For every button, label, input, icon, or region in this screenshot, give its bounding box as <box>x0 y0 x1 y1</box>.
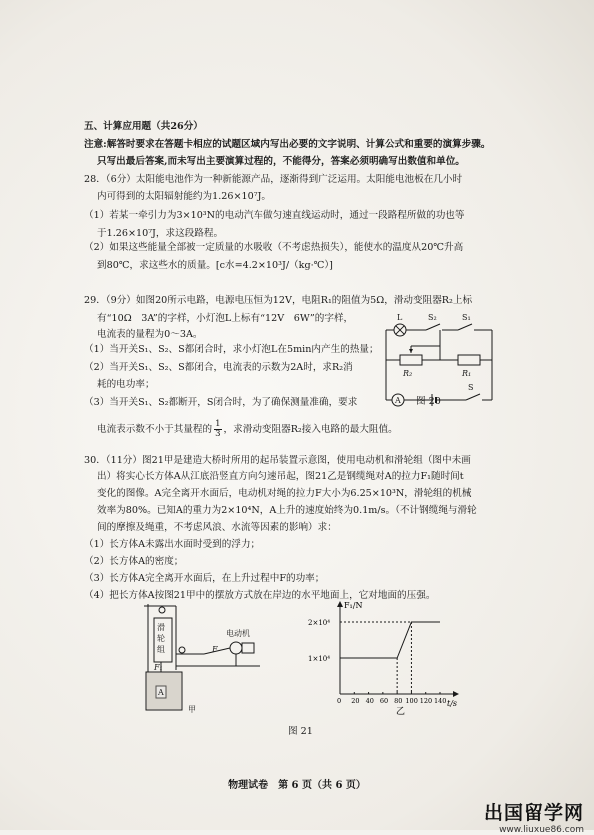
motor <box>230 642 242 654</box>
q29-head: 29．（9分）如图20所示电路，电源电压恒为12V，电阻R₁的阻值为5Ω，滑动变阻器R₂上标 <box>84 295 473 306</box>
label-S2: S₂ <box>428 313 437 322</box>
x-tick-label: 100 <box>405 697 418 705</box>
switch-s <box>466 394 480 400</box>
circuit-diagram-fig20 <box>380 308 500 408</box>
resistor-r1 <box>458 355 480 365</box>
watermark-url: www.liuxue86.com <box>499 825 584 835</box>
q30-line-5: 间的摩擦及绳重，不考虑风浪、水流等因素的影响）求： <box>97 522 337 533</box>
label-A: A <box>395 396 401 405</box>
q29-part3-b-pre: 电流表示数不小于其量程的 <box>97 424 213 435</box>
y-tick-label: 1×10⁴ <box>308 655 331 663</box>
q30-line-1: 30．（11分）图21甲是建造大桥时所用的起吊装置示意图，使用电动机和滑轮组（图中未画 <box>84 455 471 466</box>
block-A-label: A <box>158 688 164 697</box>
force-F1-label: F₁ <box>154 663 163 672</box>
q29-part1: （1）当开关S₁、S₂、S都闭合时，求小灯泡L在5min内产生的热量； <box>84 344 379 355</box>
q28-head-2: 内可得到的太阳辐射能约为1.26×10⁷J。 <box>97 191 272 202</box>
y-axis-label: F₁/N <box>344 601 363 610</box>
fraction-numerator: 1 <box>215 419 221 429</box>
pulley-label-3: 组 <box>157 645 165 654</box>
q29-part2-a: （2）当开关S₁、S₂、S都闭合，电流表的示数为2A时，求R₂消 <box>84 362 353 373</box>
label-R1: R₁ <box>462 369 472 378</box>
section-title: 五、计算应用题（共26分） <box>84 121 203 132</box>
pulley-label-1: 滑 <box>157 623 165 632</box>
x-tick-label: 80 <box>394 697 403 705</box>
crane-diagram-fig21-jia <box>140 600 300 720</box>
fraction <box>214 420 221 439</box>
x-tick-label: 140 <box>434 697 447 705</box>
x-axis-label: t/s <box>447 699 458 708</box>
motor-label: 电动机 <box>226 629 250 638</box>
q30-part2: （2）长方体A的密度； <box>84 556 184 567</box>
q29-part3-b <box>97 420 398 439</box>
x-tick-label: 40 <box>365 697 374 705</box>
x-tick-label: 60 <box>379 697 389 705</box>
q29-part3-b-post: ，求滑动变阻器R₂接入电路的最大阻值。 <box>223 424 398 435</box>
q29-part2-b: 耗的电功率； <box>97 379 155 390</box>
x-tick-label: 120 <box>419 697 433 705</box>
label-S1: S₁ <box>462 313 471 322</box>
section-note-2: 只写出最后答案,而未写出主要演算过程的，不能得分，答案必须明确写出数值和单位。 <box>97 156 465 167</box>
fig20-caption: 图 20 <box>416 396 441 407</box>
force-F-label: F <box>212 645 218 654</box>
switch-s2 <box>426 324 440 330</box>
x-tick-label: 0 <box>337 697 342 705</box>
label-L: L <box>397 313 403 322</box>
label-R2: R₂ <box>403 369 413 378</box>
q29-head-3: 电流表的量程为0～3A。 <box>97 329 203 340</box>
series-line-f1 <box>340 622 440 658</box>
q29-part3-a: （3）当开关S₁、S₂都断开，S闭合时，为了确保测量准确，要求 <box>84 397 358 408</box>
watermark-logo <box>484 798 584 835</box>
section-note-1: 注意:解答时要求在答题卡相应的试题区域内写出必要的文字说明、计算公式和重要的演算步骤。 <box>84 139 491 150</box>
pulley-label-2: 轮 <box>157 634 165 643</box>
y-tick-label: 2×10⁴ <box>308 619 331 627</box>
q28-part1-a: （1）若某一牵引力为3×10³N的电动汽车做匀速直线运动时，通过一段路程所做的功也等 <box>84 210 465 221</box>
q28-part2-a: （2）如果这些能量全部被一定质量的水吸收（不考虑热损失），能使水的温度从20℃升高 <box>84 242 464 253</box>
q28-head: 28．（6分）太阳能电池作为一种新能源产品，逐渐得到广泛运用。太阳能电池板在几小时 <box>84 174 463 185</box>
switch-s1 <box>458 324 472 330</box>
q30-part1: （1）长方体A未露出水面时受到的浮力； <box>84 539 261 550</box>
q30-line-2: 出）将实心长方体A从江底沿竖直方向匀速吊起，图21乙是钢缆绳对A的拉力F₁随时间t <box>97 471 464 482</box>
q28-part2-b: 到80℃，求这些水的质量。[c水=4.2×10³J/（kg·℃）] <box>97 260 333 271</box>
page-footer: 物理试卷 第 6 页（共 6 页） <box>228 780 366 791</box>
q30-part3: （3）长方体A完全离开水面后，在上升过程中F的功率； <box>84 573 325 584</box>
fig21-caption: 图 21 <box>288 726 313 737</box>
q29-head-2: 有“10Ω 3A”的字样，小灯泡L上标有“12V 6W”的字样， <box>97 313 354 324</box>
yi-label: 乙 <box>396 707 406 716</box>
label-S: S <box>468 383 474 392</box>
q30-line-3: 变化的图像。A完全离开水面后，电动机对绳的拉力F大小为6.25×10³N，滑轮组的机械 <box>97 488 472 499</box>
watermark-title: 出国留学网 <box>483 802 584 824</box>
resistor-r2 <box>400 355 422 365</box>
q28-part1-b: 于1.26×10⁷J，求这段路程。 <box>97 228 224 239</box>
fraction-denominator: 3 <box>215 429 221 439</box>
chart-fig21-yi <box>300 598 460 716</box>
x-tick-label: 20 <box>351 697 360 705</box>
q30-line-4: 效率为80%。已知A的重力为2×10⁴N，A上升的速度始终为0.1m/s。（不计钢缆绳与滑轮 <box>97 505 477 516</box>
q30-part4: （4）把长方体A按图21甲中的摆放方式放在岸边的水平地面上，它对地面的压强。 <box>84 590 436 601</box>
jia-label: 甲 <box>188 705 196 714</box>
